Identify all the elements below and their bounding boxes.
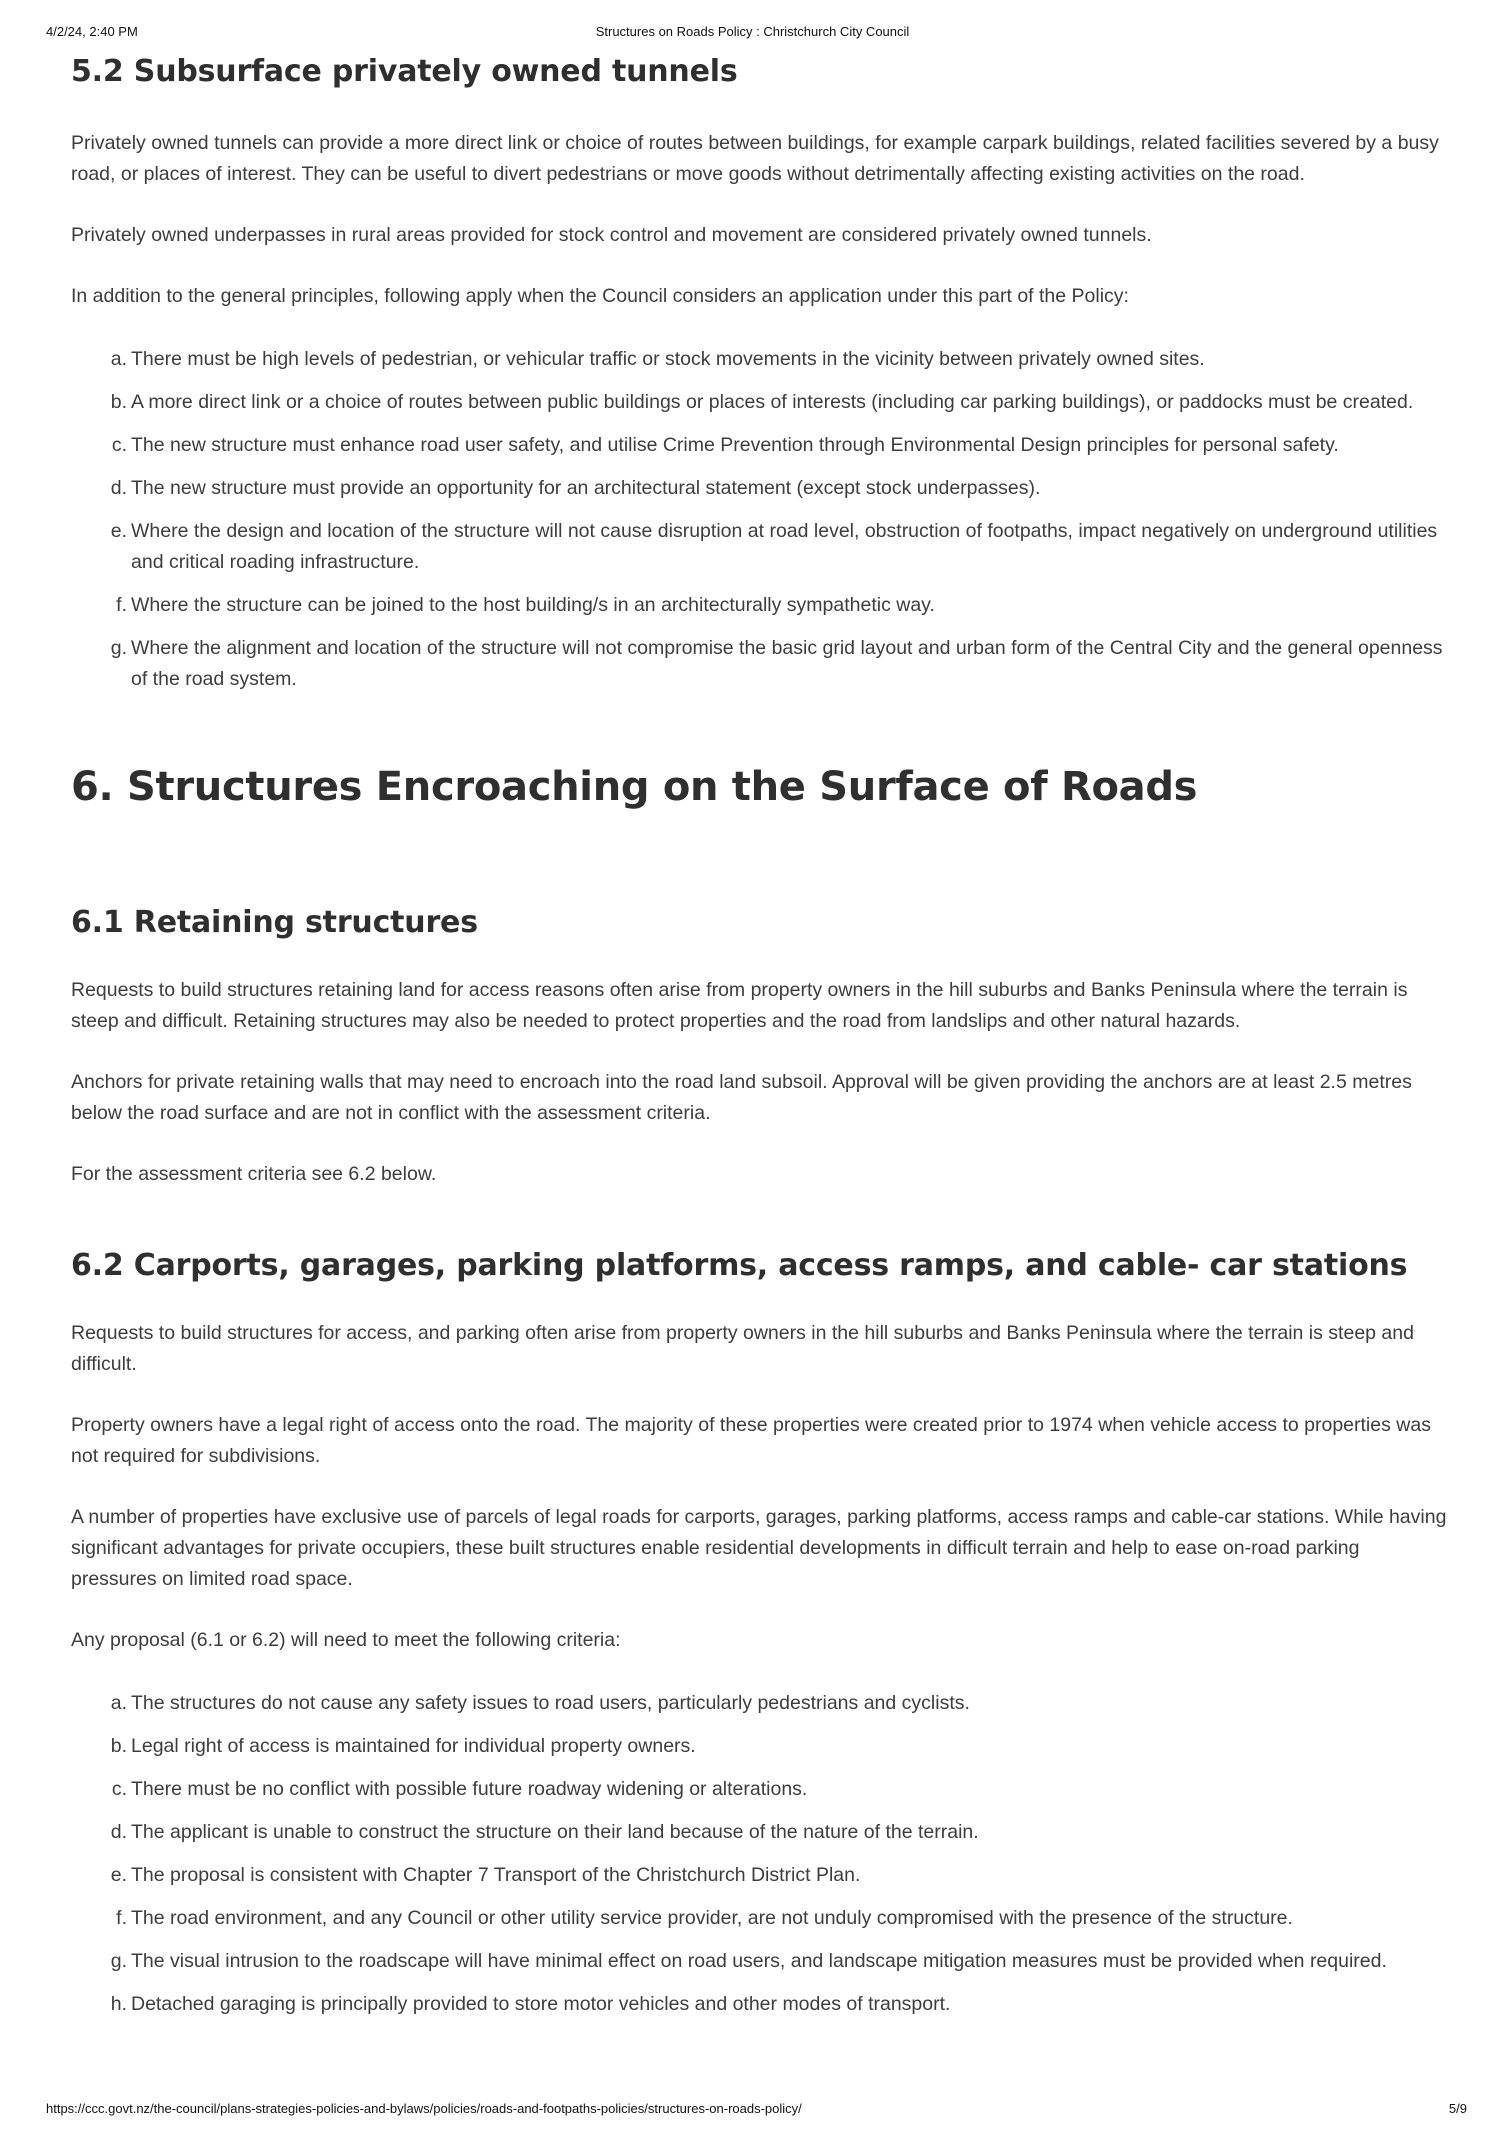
- heading-6: 6. Structures Encroaching on the Surface of Roads: [71, 764, 1198, 810]
- list-item: c. There must be no conflict with possible future roadway widening or alterations.: [111, 1778, 808, 1800]
- list-item: d. The new structure must provide an opportunity for an architectural statement (except stock underpasses).: [110, 477, 1041, 499]
- paragraph-5-2-2: Privately owned underpasses in rural areas provided for stock control and movement are considered privately owned tunnels.: [71, 224, 1152, 246]
- list-item: f. Where the structure can be joined to the host building/s in an architecturally sympathetic way.: [116, 594, 935, 616]
- print-datetime: 4/2/24, 2:40 PM: [46, 24, 138, 39]
- paragraph-6-2-3: A number of properties have exclusive use of parcels of legal roads for carports, garages, parking platforms, access ramps and cable-car stations. While having significant advantages for private occupiers, these built structures enable residential developments in difficult terrain and help to ease on-road parking pressures on limited road space.: [71, 1506, 1447, 1590]
- paragraph-6-2-4: Any proposal (6.1 or 6.2) will need to meet the following criteria:: [71, 1629, 621, 1651]
- heading-6-1: 6.1 Retaining structures: [71, 905, 478, 940]
- paragraph-6-1-1: Requests to build structures retaining land for access reasons often arise from property owners in the hill suburbs and Banks Peninsula where the terrain is steep and difficult. Retaining structures may also be needed to protect properties and the road from landslips and other natural hazards.: [71, 979, 1408, 1032]
- criteria-list-5-2: [71, 344, 1449, 695]
- policy-content: [71, 46, 1449, 2032]
- paragraph-6-2-2: Property owners have a legal right of access onto the road. The majority of these properties were created prior to 1974 when vehicle access to properties was not required for subdivisions.: [71, 1414, 1431, 1467]
- list-item: h. Detached garaging is principally provided to store motor vehicles and other modes of transport.: [110, 1993, 951, 2015]
- print-header: [0, 24, 1505, 46]
- list-item: e. Where the design and location of the structure will not cause disruption at road level, obstruction of footpaths, impact negatively on underground utilities and critical roading infrastructure.: [110, 520, 1438, 573]
- list-item: c. The new structure must enhance road user safety, and utilise Crime Prevention through Environmental Design principles for personal safety.: [111, 434, 1339, 456]
- paragraph-6-1-2: Anchors for private retaining walls that may need to encroach into the road land subsoil. Approval will be given providing the anchors are at least 2.5 metres below the road surface and are not in conflict with the assessment criteria.: [71, 1071, 1412, 1124]
- list-item: b. A more direct link or a choice of routes between public buildings or places of interests (including car parking buildings), or paddocks must be created.: [110, 391, 1414, 413]
- list-item: d. The applicant is unable to construct the structure on their land because of the nature of the terrain.: [110, 1821, 979, 1843]
- heading-5-2: 5.2 Subsurface privately owned tunnels: [71, 54, 738, 89]
- list-item: g. Where the alignment and location of the structure will not compromise the basic grid layout and urban form of the Central City and the general openness of the road system.: [110, 637, 1443, 690]
- print-footer: [0, 2101, 1505, 2123]
- page-number: 5/9: [1448, 2101, 1467, 2116]
- list-item: b. Legal right of access is maintained for individual property owners.: [110, 1735, 696, 1757]
- print-page-title: Structures on Roads Policy : Christchurch City Council: [595, 24, 910, 39]
- list-item: f. The road environment, and any Council or other utility service provider, are not unduly compromised with the presence of the structure.: [116, 1907, 1293, 1929]
- list-item: a. The structures do not cause any safety issues to road users, particularly pedestrians and cyclists.: [110, 1692, 970, 1714]
- list-item: a. There must be high levels of pedestrian, or vehicular traffic or stock movements in the vicinity between privately owned sites.: [110, 348, 1205, 370]
- paragraph-5-2-3: In addition to the general principles, following apply when the Council considers an application under this part of the Policy:: [71, 285, 1129, 307]
- page-url: https://ccc.govt.nz/the-council/plans-strategies-policies-and-bylaws/policies/roads-and-footpaths-policies/structures-on-roads-policy/: [46, 2101, 802, 2116]
- criteria-list-6-2: [71, 1688, 1449, 2020]
- paragraph-6-1-3: For the assessment criteria see 6.2 below.: [71, 1163, 437, 1185]
- paragraph-5-2-1: Privately owned tunnels can provide a more direct link or choice of routes between buildings, for example carpark buildings, related facilities severed by a busy road, or places of interest. They can be useful to divert pedestrians or move goods without detrimentally affecting existing activities on the road.: [71, 132, 1439, 185]
- list-item: e. The proposal is consistent with Chapter 7 Transport of the Christchurch District Plan.: [110, 1864, 861, 1886]
- heading-6-2: 6.2 Carports, garages, parking platforms, access ramps, and cable- car stations: [71, 1248, 1408, 1283]
- list-item: g. The visual intrusion to the roadscape will have minimal effect on road users, and landscape mitigation measures must be provided when required.: [110, 1950, 1387, 1972]
- paragraph-6-2-1: Requests to build structures for access, and parking often arise from property owners in the hill suburbs and Banks Peninsula where the terrain is steep and difficult.: [71, 1322, 1414, 1375]
